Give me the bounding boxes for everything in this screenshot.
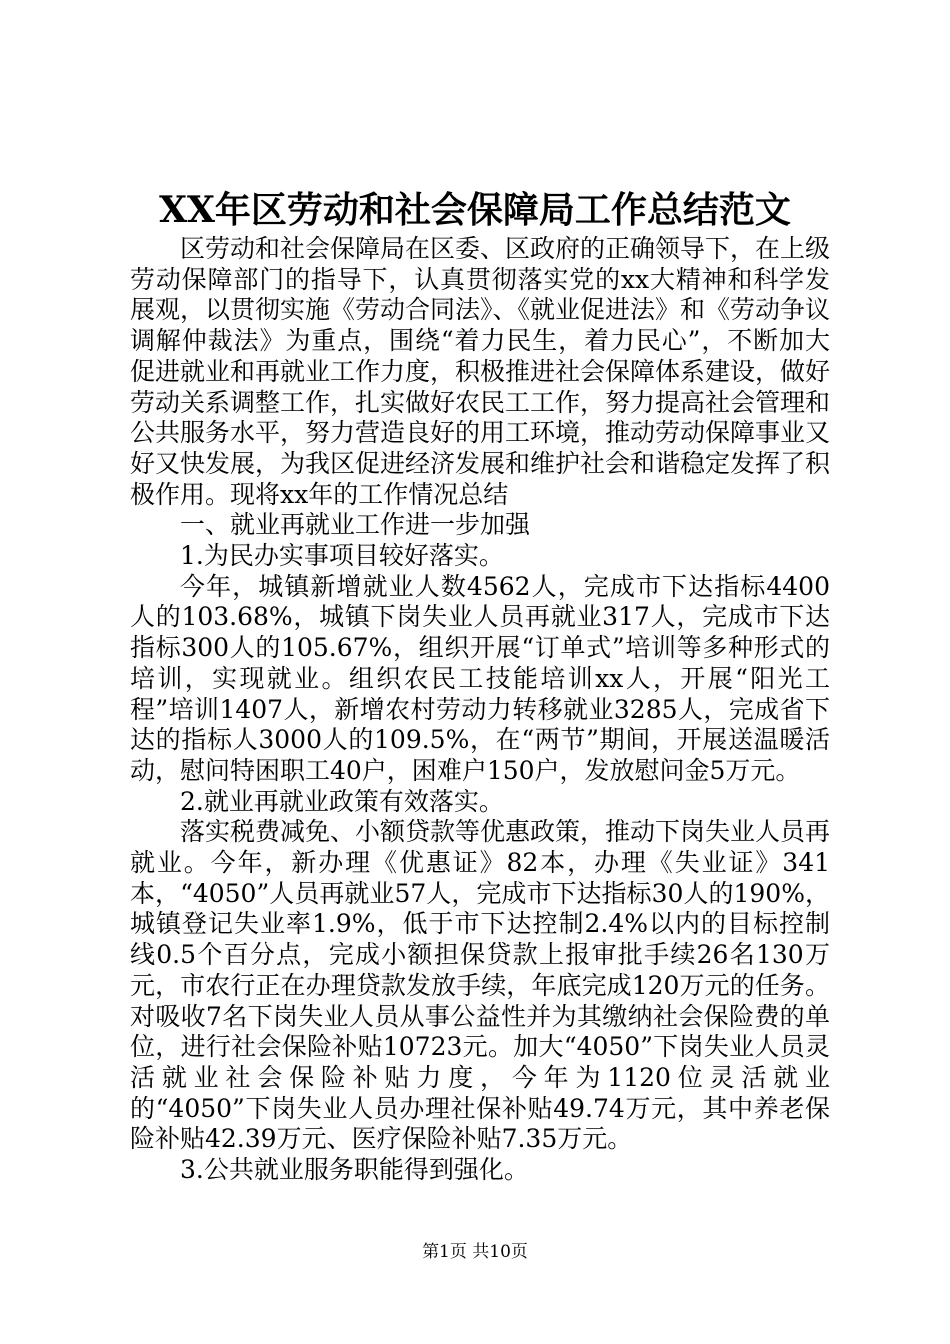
page-number-footer: 第1页 共10页: [422, 1242, 528, 1262]
document-body: [130, 234, 830, 1186]
document-title: XX年区劳动和社会保障局工作总结范文: [159, 189, 791, 231]
paragraph-intro: 区劳动和社会保障局在区委、区政府的正确领导下，在上级劳动保障部门的指导下，认真贯彻落实党的xx大精神和科学发展观，以贯彻实施《劳动合同法》、《就业促进法》和《劳动争议调解仲裁法》为重点，围绕“着力民生，着力民心”，不断加大促进就业和再就业工作力度，积极推进社会保障体系建设，做好劳动关系调整工作，扎实做好农民工工作，努力提高社会管理和公共服务水平，努力营造良好的用工环境，推动劳动保障事业又好又快发展，为我区促进经济发展和维护社会和谐稳定发挥了积极作用。现将xx年的工作情况总结: [130, 234, 831, 509]
subsection-heading-3: 3.公共就业服务职能得到强化。: [180, 1155, 529, 1185]
subsection-heading-2: 2.就业再就业政策有效落实。: [180, 786, 504, 816]
paragraph-policy-implementation: 落实税费减免、小额贷款等优惠政策，推动下岗失业人员再就业。今年，新办理《优惠证》82本，办理《失业证》341本，“4050”人员再就业57人，完成市下达指标30人的190%，城镇登记失业率1.9%，低于市下达控制2.4%以内的目标控制线0.5个百分点，完成小额担保贷款上报审批手续26名130万元，市农行正在办理贷款发放手续，年底完成120万元的任务。对吸收7名下岗失业人员从事公益性并为其缴纳社会保险费的单位，进行社会保险补贴10723元。加大“4050”下岗失业人员灵活就业社会保险补贴力度，今年为1120位灵活就业的“4050”下岗失业人员办理社保补贴49.74万元，其中养老保险补贴42.39万元、医疗保险补贴7.35万元。: [130, 817, 831, 1154]
paragraph-employment-stats: 今年，城镇新增就业人数4562人，完成市下达指标4400人的103.68%，城镇下岗失业人员再就业317人，完成市下达指标300人的105.67%，组织开展“订单式”培训等多种形式的培训，实现就业。组织农民工技能培训xx人，开展“阳光工程”培训1407人，新增农村劳动力转移就业3285人，完成省下达的指标人3000人的109.5%，在“两节”期间，开展送温暖活动，慰问特困职工40户，困难户150户，发放慰问金5万元。: [130, 571, 830, 785]
section-heading-employment: 一、就业再就业工作进一步加强: [180, 510, 531, 540]
subsection-heading-1: 1.为民办实事项目较好落实。: [180, 541, 504, 571]
